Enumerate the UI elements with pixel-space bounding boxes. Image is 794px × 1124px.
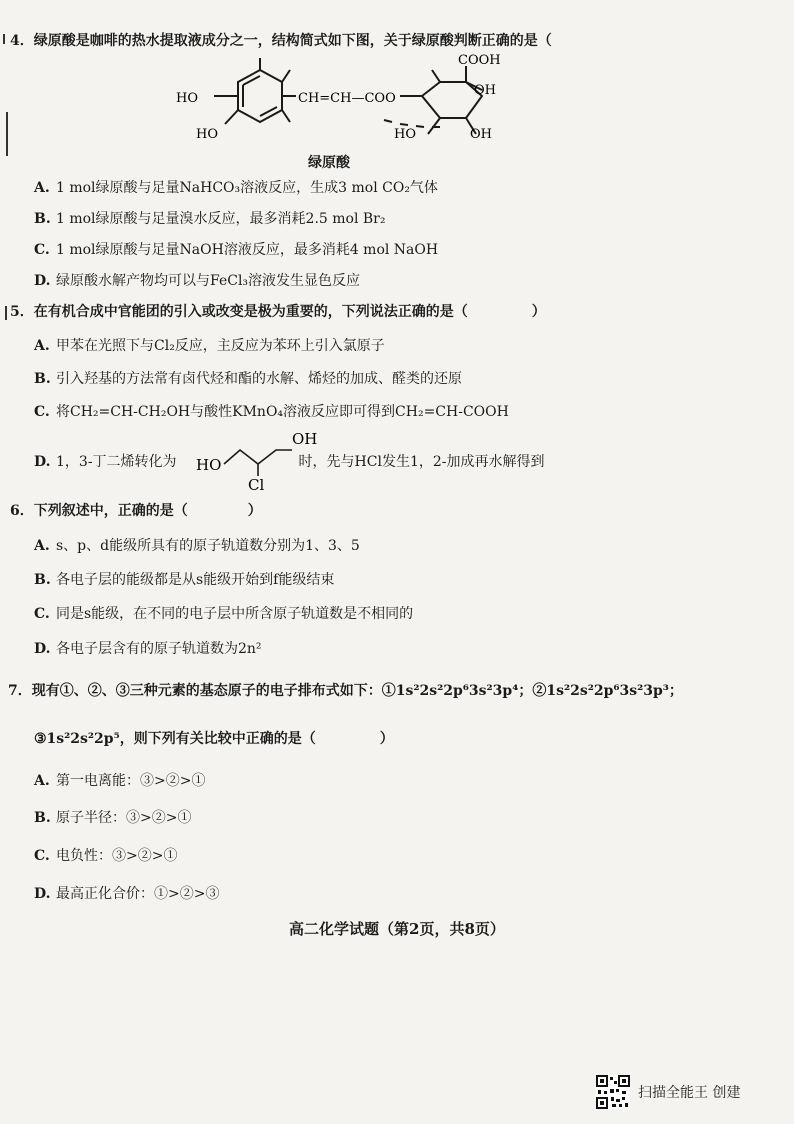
mol-cl-label: Cl — [248, 476, 265, 490]
q6-option-b[interactable] — [34, 571, 334, 589]
q5-stem-close: ） — [531, 304, 546, 320]
q7-stem-close: ） — [379, 731, 394, 747]
option-text: 1 mol绿原酸与足量溴水反应，最多消耗2.5 mol Br₂ — [56, 211, 386, 227]
option-text: 原子半径：③>②>① — [56, 810, 192, 826]
q6-option-d[interactable] — [34, 640, 262, 658]
q7-option-c[interactable] — [34, 847, 177, 865]
option-label: D. — [34, 641, 51, 657]
q4-option-b[interactable] — [34, 210, 385, 228]
oh-ring-right-label: OH — [474, 83, 496, 98]
scan-mark — [3, 34, 5, 44]
q6-stem-text: 6．下列叙述中，正确的是（ — [10, 503, 188, 519]
q4-option-c[interactable] — [34, 241, 438, 259]
butanediol-structure — [196, 426, 326, 490]
scan-mark — [5, 306, 7, 320]
chain-label: CH=CH—COO — [298, 91, 396, 106]
ho-ring-bottom-label: HO — [394, 127, 416, 142]
benzene-ring — [214, 58, 296, 124]
option-label: B. — [34, 572, 51, 588]
q4-option-d[interactable] — [34, 272, 360, 290]
ho-left-label: HO — [176, 91, 198, 106]
option-text: 第一电离能：③>②>① — [56, 773, 206, 789]
option-text: 将CH₂=CH-CH₂OH与酸性KMnO₄溶液反应即可得到CH₂=CH-COOH — [56, 404, 509, 420]
q7-stem-line2 — [34, 730, 394, 748]
structure-name: 绿原酸 — [308, 155, 350, 171]
option-text: 电负性：③>②>① — [56, 848, 178, 864]
option-text: 各电子层含有的原子轨道数为2n² — [56, 641, 262, 657]
option-label: A. — [34, 180, 50, 196]
q5-option-c[interactable] — [34, 403, 509, 421]
mol-ho-label: HO — [196, 456, 222, 474]
hand-underline — [384, 120, 440, 127]
option-text: 甲苯在光照下与Cl₂反应，主反应为苯环上引入氯原子 — [56, 338, 385, 354]
option-text: 1 mol绿原酸与足量NaHCO₃溶液反应，生成3 mol CO₂气体 — [56, 180, 438, 196]
option-label: D. — [34, 273, 51, 289]
q5-option-a[interactable] — [34, 337, 385, 355]
option-label: B. — [34, 211, 51, 227]
q6-stem-close: ） — [247, 503, 262, 519]
q7-option-b[interactable] — [34, 809, 191, 827]
option-label: B. — [34, 810, 51, 826]
mol-oh-label: OH — [292, 430, 318, 448]
option-label: C. — [34, 242, 50, 258]
option-label: D. — [34, 454, 51, 470]
chlorogenic-acid-structure — [170, 52, 690, 164]
option-text-before: 1，3-丁二烯转化为 — [56, 454, 177, 470]
q5-option-b[interactable] — [34, 370, 462, 388]
watermark-text: 扫描全能王 创建 — [638, 1085, 741, 1101]
option-label: B. — [34, 371, 51, 387]
qr-code-icon — [596, 1075, 630, 1109]
option-label: A. — [34, 538, 50, 554]
scanner-watermark — [596, 1074, 740, 1110]
option-label: C. — [34, 606, 50, 622]
option-text: 1 mol绿原酸与足量NaOH溶液反应，最多消耗4 mol NaOH — [56, 242, 439, 258]
option-label: C. — [34, 848, 50, 864]
cyclohexane-ring — [422, 66, 482, 134]
q5-stem-text: 5．在有机合成中官能团的引入或改变是极为重要的，下列说法正确的是（ — [10, 304, 468, 320]
option-label: D. — [34, 886, 51, 902]
option-text: 同是s能级，在不同的电子层中所含原子轨道数是不相同的 — [56, 606, 414, 622]
q4-stem: 4．绿原酸是咖啡的热水提取液成分之一，结构简式如下图，关于绿原酸判断正确的是（ — [10, 33, 552, 49]
q5-stem — [10, 303, 546, 321]
option-label: C. — [34, 404, 50, 420]
q7-option-a[interactable] — [34, 772, 205, 790]
option-text: 各电子层的能级都是从s能级开始到f能级结束 — [56, 572, 335, 588]
cooh-label: COOH — [458, 53, 501, 68]
q4-option-a[interactable] — [34, 179, 438, 197]
page-footer: 高二化学试题（第2页，共8页） — [289, 920, 505, 938]
q7-option-d[interactable] — [34, 885, 219, 903]
option-text: 引入羟基的方法常有卤代烃和酯的水解、烯烃的加成、醛类的还原 — [56, 371, 462, 387]
option-text: 最高正化合价：①>②>③ — [56, 886, 220, 902]
scan-mark — [6, 112, 8, 156]
q6-stem — [10, 502, 262, 520]
q7-stem-text: ③1s²2s²2p⁵，则下列有关比较中正确的是（ — [34, 731, 316, 747]
option-text: 绿原酸水解产物均可以与FeCl₃溶液发生显色反应 — [56, 273, 361, 289]
q6-option-a[interactable] — [34, 537, 360, 555]
option-text-after: 时，先与HCl发生1，2-加成再水解得到 — [298, 454, 545, 470]
oh-ring-bottom-right-label: OH — [470, 127, 492, 142]
option-label: A. — [34, 338, 50, 354]
ho-bottom-label: HO — [196, 127, 218, 142]
option-label: A. — [34, 773, 50, 789]
q7-stem-line1: 7．现有①、②、③三种元素的基态原子的电子排布式如下：①1s²2s²2p⁶3s²3p⁴；②1s²2s²2p⁶3s²3p³； — [8, 683, 683, 699]
q6-option-c[interactable] — [34, 605, 413, 623]
option-text: s、p、d能级所具有的原子轨道数分别为1、3、5 — [56, 538, 360, 554]
